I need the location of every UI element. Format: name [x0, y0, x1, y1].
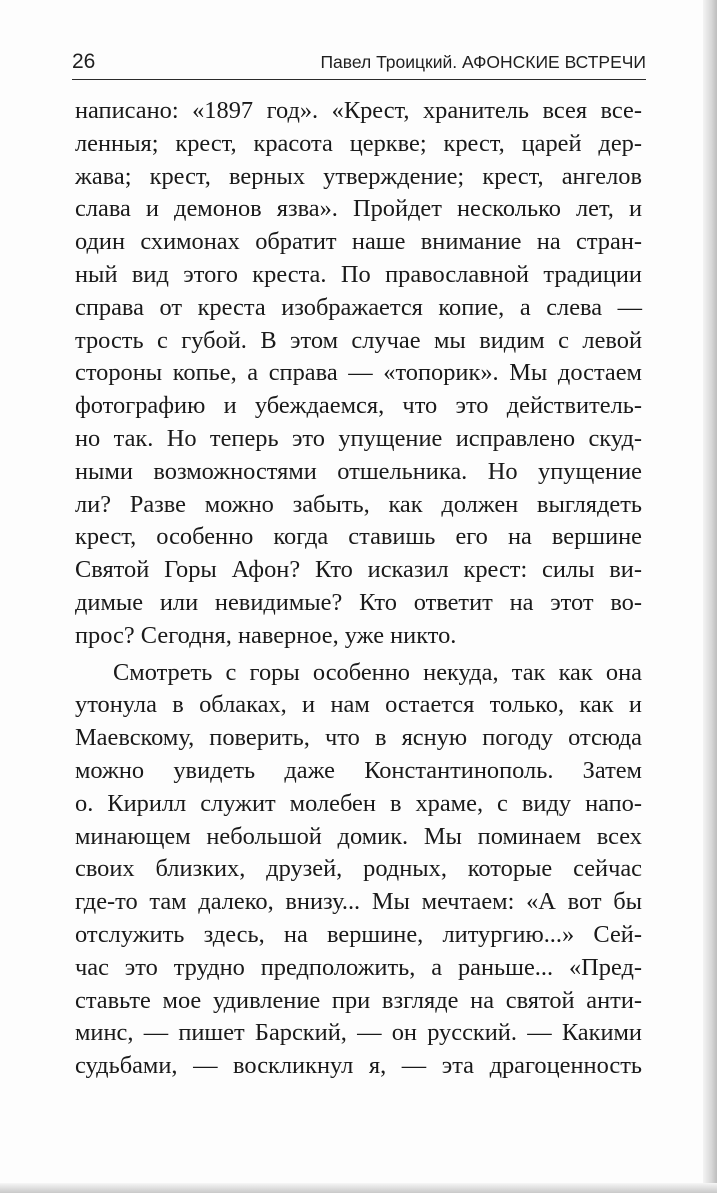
- text-line: своих близких, друзей, родных, которые сейчас: [75, 855, 642, 883]
- running-title: Павел Троицкий. АФОНСКИЕ ВСТРЕЧИ: [320, 52, 646, 72]
- text-line: Святой Горы Афон? Кто исказил крест: силы ви-: [75, 556, 642, 584]
- text-line: трость с губой. В этом случае мы видим с левой: [75, 326, 642, 354]
- text-line: написано: «1897 год». «Крест, хранитель всея все-: [75, 97, 642, 124]
- text-line: ными возможностями отшельника. Но упущение: [75, 457, 642, 485]
- body-text: [75, 95, 642, 1083]
- page-number: 26: [72, 50, 96, 73]
- text-line: ставьте мое удивление при взгляде на святой анти-: [75, 986, 642, 1014]
- header-rule: [72, 79, 646, 80]
- page-bottom-edge: [0, 1183, 717, 1193]
- paragraph-2: [75, 657, 642, 1083]
- text-line: Маевскому, поверить, что в ясную погоду отсюда: [75, 724, 642, 752]
- running-header: [72, 44, 646, 84]
- text-line: крест, особенно когда ставишь его на вершине: [75, 523, 642, 551]
- text-line: о. Кирилл служит молебен в храме, с виду напо-: [75, 789, 642, 817]
- text-line: прос? Сегодня, наверное, уже никто.: [75, 621, 457, 649]
- text-line: фотографию и убеждаемся, что это действитель-: [75, 392, 642, 420]
- text-line: минающем небольшой домик. Мы поминаем всех: [75, 822, 642, 850]
- text-line: слава и демонов язва». Пройдет несколько лет, и: [75, 195, 642, 223]
- text-line: судьбами, — воскликнул я, — эта драгоценность: [75, 1052, 642, 1080]
- text-line: димые или невидимые? Кто ответит на этот во-: [75, 588, 642, 616]
- text-line: один схимонах обратит наше внимание на стран-: [75, 228, 642, 256]
- text-line: стороны копье, а справа — «топорик». Мы достаем: [75, 359, 642, 387]
- text-line: ли? Разве можно забыть, как должен выглядеть: [75, 490, 642, 518]
- text-line: жава; крест, верных утверждение; крест, ангелов: [75, 162, 642, 190]
- text-line: отслужить здесь, на вершине, литургию...» Сей-: [75, 920, 642, 948]
- page-edge-shadow: [703, 0, 717, 1193]
- text-line: ленныя; крест, красота церкве; крест, царей дер-: [75, 129, 642, 157]
- paragraph-1: [75, 95, 642, 653]
- text-line: где-то там далеко, внизу... Мы мечтаем: «А вот бы: [75, 888, 642, 916]
- text-line: час это трудно предположить, а раньше... «Пред-: [75, 953, 642, 981]
- text-line: справа от креста изображается копие, а слева —: [75, 293, 642, 321]
- text-line: утонула в облаках, и нам остается только, как и: [75, 691, 642, 719]
- text-line: минс, — пишет Барский, — он русский. — Какими: [75, 1019, 642, 1047]
- text-line: Смотреть с горы особенно некуда, так как она: [113, 658, 642, 686]
- text-line: ный вид этого креста. По православной традиции: [75, 260, 642, 288]
- text-line: но так. Но теперь это упущение исправлено скуд-: [75, 424, 642, 452]
- text-line: можно увидеть даже Константинополь. Затем: [75, 756, 642, 784]
